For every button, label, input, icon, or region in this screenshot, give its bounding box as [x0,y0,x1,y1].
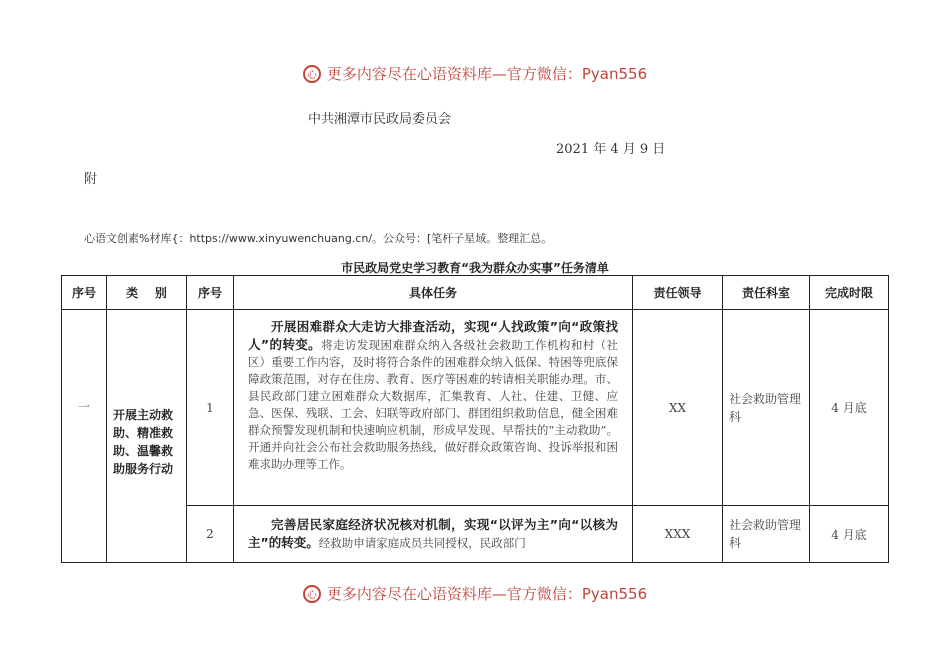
header-leader: 责任领导 [633,276,723,310]
task-heading: 开展困难群众大走访大排查活动，实现“人找政策”向“政策找人”的转变。 [248,319,618,352]
task-table [61,275,889,563]
responsible-dept: 社会救助管理科 [723,310,810,506]
header-dept: 责任科室 [723,276,810,310]
group-number: 一 [62,310,107,563]
task-detail: 将走访发现困难群众纳入各级社会救助工作机构和村（社区）重要工作内容，及时将符合条件的困难群众纳入低保、特困等兜底保障政策范围，对存在住房、教育、医疗等困难的转请相关职能办理。市、县民政部门建立困难群众大数据库，汇集教育、人社、住建、卫健、应急、医保、残联、工会、妇联等政府部门、群团组织救助信息，健全困难群众预警发现机制和快速响应机制，形成早发现、早帮扶的“主动救助”。开通并向社会公布社会救助服务热线，做好群众政策咨询、投诉举报和困难求助办理等工作。 [248,338,619,471]
source-note: 心语文创素%材库{：https://www.xinyuwenchuang.cn/。公众号：[笔杆子星域。整理汇总。 [84,232,553,245]
brand-logo-icon: 心 [303,585,321,603]
deadline: 4 月底 [810,310,889,506]
watermark-banner-bottom [0,583,950,604]
header-deadline: 完成时限 [810,276,889,310]
row-number: 1 [187,310,234,506]
row-number: 2 [187,506,234,563]
header-subseq: 序号 [187,276,234,310]
responsible-dept: 社会救助管理科 [723,506,810,563]
task-heading: 完善居民家庭经济状况核对机制，实现“以评为主”向“以核为主”的转变。 [248,517,618,550]
appendix-label: 附 [84,172,98,187]
issuing-organization: 中共湘潭市民政局委员会 [308,112,452,127]
task-detail: 经救助申请家庭成员共同授权，民政部门 [318,536,526,550]
table-row [62,506,889,563]
responsible-leader: XX [633,310,723,506]
task-description [234,310,633,506]
header-task: 具体任务 [234,276,633,310]
deadline: 4 月底 [810,506,889,563]
watermark-text: 更多内容尽在心语资料库—官方微信：Pyan556 [326,585,648,603]
brand-logo-icon: 心 [303,65,321,83]
issue-date: 2021 年 4 月 9 日 [556,142,666,157]
header-seq: 序号 [62,276,107,310]
watermark-banner-top [0,63,950,84]
table-title: 市民政局党史学习教育“我为群众办实事”任务清单 [341,261,609,275]
task-description [234,506,633,563]
table-row [62,310,889,506]
table-header-row [62,276,889,310]
responsible-leader: XXX [633,506,723,563]
watermark-text: 更多内容尽在心语资料库—官方微信：Pyan556 [326,65,648,83]
group-category: 开展主动救助、精准救助、温馨救助服务行动 [107,310,187,563]
header-category: 类 别 [107,276,187,310]
